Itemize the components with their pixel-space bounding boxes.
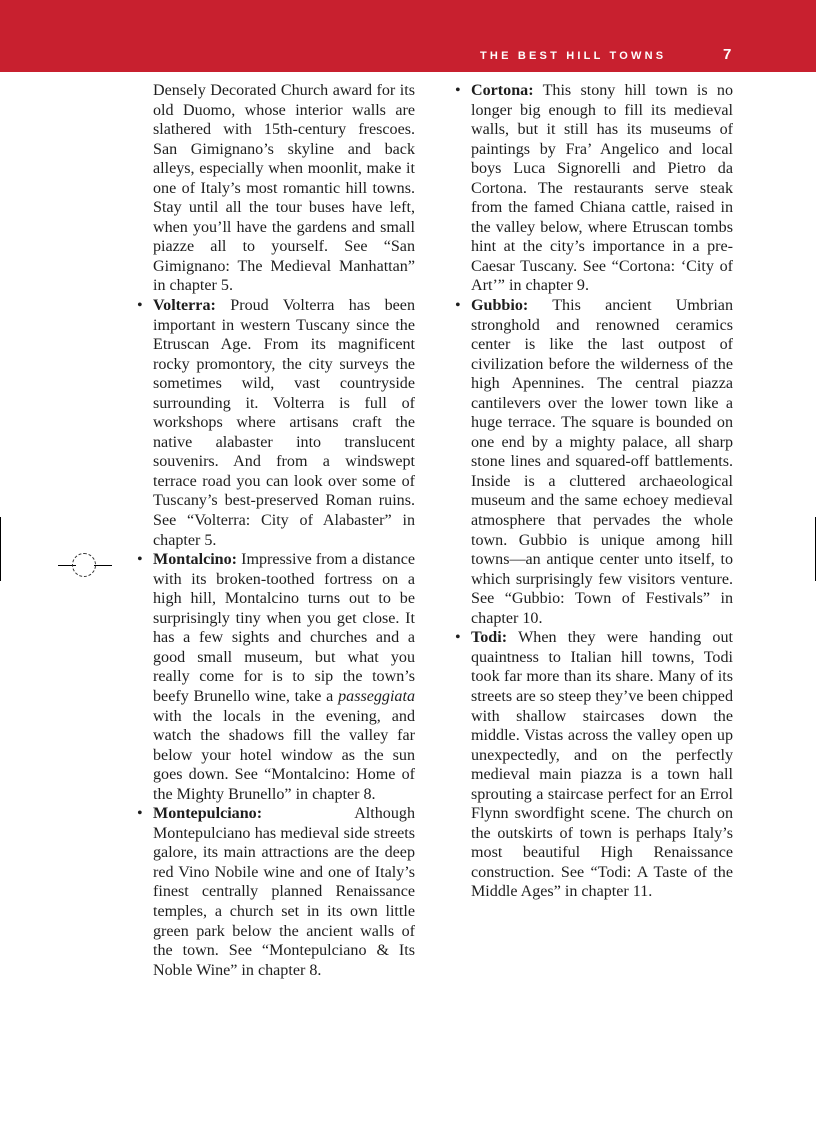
town-name: Cortona: bbox=[471, 82, 534, 99]
entry-italic-term: passeggiata bbox=[338, 687, 415, 705]
bullet: • bbox=[137, 551, 143, 569]
town-name: Montalcino: bbox=[153, 551, 238, 569]
registration-line-right bbox=[94, 565, 112, 566]
bullet: • bbox=[455, 629, 461, 647]
right-column bbox=[455, 81, 733, 902]
entry-text: Impressive from a distance with its broken-toothed fortress on a high hill, Montalcino turns out to be surprisingly tiny when you get close. It has a few sights and churches and a good small museum, but what you really come for is to sip the town’s beefy Brunello wine, take a bbox=[153, 551, 415, 705]
entry-cortona bbox=[455, 81, 733, 296]
header-band bbox=[0, 0, 816, 72]
bullet: • bbox=[455, 82, 461, 99]
entry-todi bbox=[455, 628, 733, 902]
entry-text: Although Montepulciano has medieval side streets galore, its main attractions are the deep red Vino Nobile wine and one of Italy’s finest centrally planned Renaissance temples, a church set in its own little green park below the ancient walls of the town. See “Montepulciano & Its Noble Wine” in chapter 8. bbox=[153, 805, 415, 979]
entry-text: Proud Volterra has been important in western Tuscany since the Etruscan Age. From its magnificent rocky promontory, the city surveys the sometimes wild, vast countryside surrounding it. Volterra is full of workshops where artisans craft the native alabaster into translucent souvenirs. And from a windswept terrace road you can look over some of Tuscany’s best-preserved Roman ruins. See “Volterra: City of Alabaster” in chapter 5. bbox=[153, 297, 415, 549]
running-head: THE BEST HILL TOWNS bbox=[480, 50, 667, 62]
town-name: Todi: bbox=[471, 629, 508, 647]
entry-gubbio bbox=[455, 296, 733, 628]
bullet: • bbox=[455, 297, 461, 315]
entry-montepulciano bbox=[137, 804, 415, 980]
bullet: • bbox=[137, 297, 143, 315]
town-name: Gubbio: bbox=[471, 297, 529, 315]
registration-mark-icon bbox=[72, 553, 96, 577]
entry-text: When they were handing out quaintness to Italian hill towns, Todi took far more than its share. Many of its streets are so steep they’ve been chipped with shallow staircases down the middle. Vistas across the valley open up unexpectedly, and on the perfectly medieval main piazza is a town hall sprouting a staircase perfect for an Errol Flynn swordfight scene. The church on the outskirts of town is perhaps Italy’s most beautiful High Renaissance construction. See “Todi: A Taste of the Middle Ages” in chapter 11. bbox=[471, 629, 733, 901]
town-name: Volterra: bbox=[153, 297, 216, 315]
entry-text-continued: with the locals in the evening, and watch the shadows fill the valley far below your hotel window as the sun goes down. See “Montalcino: Home of the Mighty Brunello” in chapter 8. bbox=[153, 707, 415, 803]
entry-text: This stony hill town is no longer big enough to fill its medieval walls, but it still has its museums of paintings by Fra’ Angelico and local boys Luca Signorelli and Pietro da Cortona. The restaurants serve steak from the famed Chiana cattle, raised in the valley below, where Etruscan tombs hint at the city’s importance in a pre-Caesar Tuscany. See “Cortona: ‘City of Art’” in chapter 9. bbox=[471, 82, 733, 295]
town-name: Montepulciano: bbox=[153, 805, 263, 823]
entry-text: This ancient Umbrian stronghold and renowned ceramics center is like the last outpost of civilization before the wilderness of the high Apennines. The central piazza cantilevers over the lower town like a huge terrace. The square is bounded on one end by a mighty palace, all sharp stone lines and squared-off battlements. Inside is a cluttered archaeological museum and the same echoey medieval atmosphere that pervades the whole town. Gubbio is unique among hill towns—an antique center unto itself, to which surprisingly few visitors venture. See “Gubbio: Town of Festivals” in chapter 10. bbox=[471, 297, 733, 627]
bullet: • bbox=[137, 805, 143, 823]
left-column bbox=[137, 81, 415, 980]
entry-volterra bbox=[137, 296, 415, 550]
continuation-paragraph: Densely Decorated Church award for its old Duomo, whose interior walls are slathered with 15th-century frescoes. San Gimignano’s skyline and back alleys, especially when moonlit, make it one of Italy’s most romantic hill towns. Stay until all the tour buses have left, when you’ll have the gardens and small piazze all to yourself. See “San Gimignano: The Medieval Manhattan” in chapter 5. bbox=[153, 82, 415, 295]
entry-montalcino bbox=[137, 550, 415, 804]
page-number: 7 bbox=[723, 46, 732, 63]
crop-mark-left bbox=[0, 517, 1, 581]
